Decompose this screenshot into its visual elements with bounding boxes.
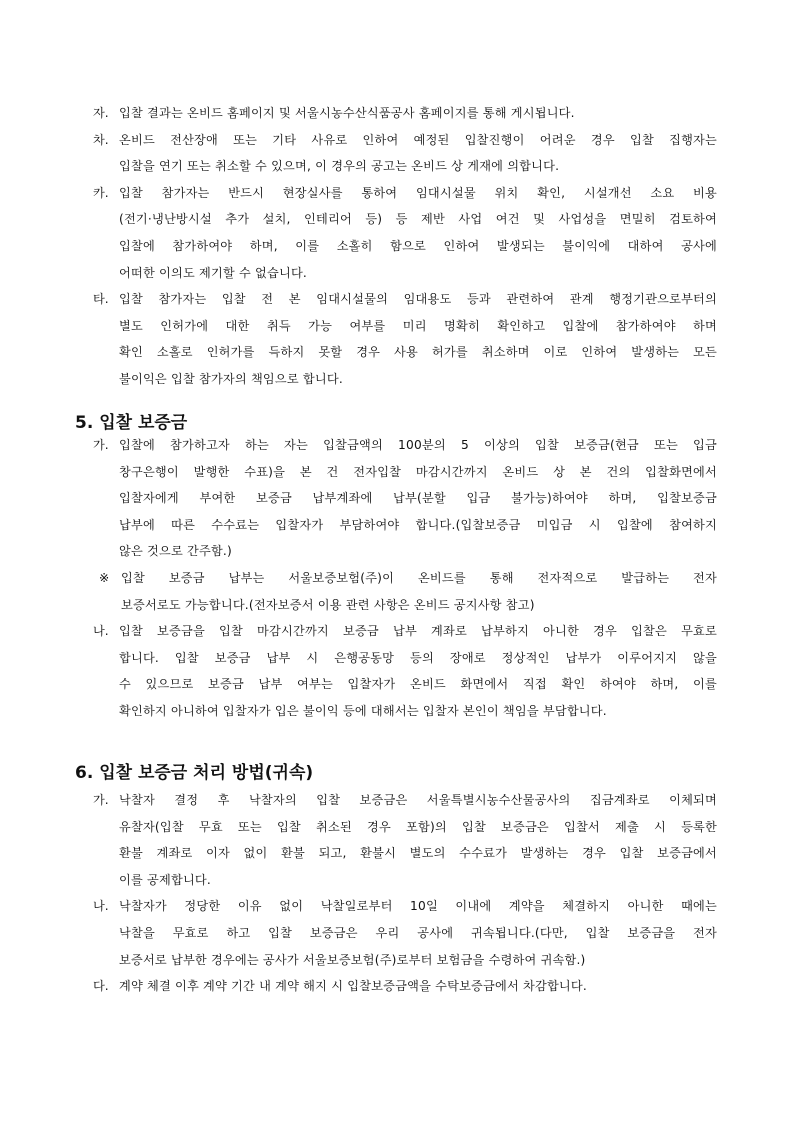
paragraph-line: 어떠한 이의도 제기할 수 없습니다.: [119, 265, 307, 280]
list-marker: 카.: [93, 185, 109, 200]
paragraph-line: 낙찰을 무효로 하고 입찰 보증금은 우리 공사에 귀속됩니다.(다만, 입찰 보증금을 전자: [119, 925, 717, 940]
paragraph-line: 유찰자(입찰 무효 또는 입찰 취소된 경우 포함)의 입찰 보증금은 입찰서 제출 시 등록한: [119, 819, 717, 834]
list-marker: 가.: [93, 438, 109, 452]
list-marker: ※: [99, 571, 110, 585]
section-heading: 6. 입찰 보증금 처리 방법(귀속): [75, 763, 314, 783]
list-marker: 타.: [93, 292, 109, 307]
paragraph-line: 낙찰자가 정당한 이유 없이 낙찰일로부터 10일 이내에 계약을 체결하지 아니한 때에는: [119, 899, 717, 914]
paragraph-line: 환불 계좌로 이자 없이 환불 되고, 환불시 별도의 수수료가 발생하는 경우 입찰 보증금에서: [119, 846, 717, 861]
paragraph-line: 합니다. 입찰 보증금 납부 시 은행공동망 등의 장애로 정상적인 납부가 이루어지지 않을: [119, 650, 717, 665]
list-marker: 차.: [93, 132, 109, 147]
paragraph-line: 입찰 보증금을 입찰 마감시간까지 보증금 납부 계좌로 납부하지 아니한 경우 입찰은 무효로: [119, 624, 717, 639]
paragraph-line: 입찰 보증금 납부는 서울보증보험(주)이 온비드를 통해 전자적으로 발급하는 전자: [121, 571, 717, 585]
paragraph-line: 입찰에 참가하여야 하며, 이를 소홀히 함으로 인하여 발생되는 불이익에 대하여 공사에: [119, 238, 717, 253]
paragraph-line: 확인 소홀로 인허가를 득하지 못할 경우 사용 허가를 취소하며 이로 인하여 발생하는 모든: [119, 345, 717, 360]
paragraph-line: 보증서로도 가능합니다.(전자보증서 이용 관련 사항은 온비드 공지사항 참고): [121, 597, 535, 612]
paragraph-line: 입찰 참가자는 반드시 현장실사를 통하여 임대시설물 위치 확인, 시설개선 소요 비용: [119, 185, 717, 200]
list-marker: 나.: [93, 624, 109, 639]
list-marker: 자.: [93, 106, 109, 120]
paragraph-line: 보증서로 납부한 경우에는 공사가 서울보증보험(주)로부터 보험금을 수령하여 귀속함.): [119, 952, 586, 967]
paragraph-line: 입찰을 연기 또는 취소할 수 있으며, 이 경우의 공고는 온비드 상 게재에 의합니다.: [119, 159, 560, 174]
paragraph-line: 온비드 전산장애 또는 기타 사유로 인하여 예정된 입찰진행이 어려운 경우 입찰 집행자는: [119, 132, 717, 147]
paragraph-line: 이를 공제합니다.: [119, 872, 211, 887]
list-marker: 가.: [93, 793, 109, 807]
paragraph-line: 납부에 따른 수수료는 입찰자가 부담하여야 합니다.(입찰보증금 미입금 시 입찰에 참여하지: [119, 517, 717, 532]
paragraph-line: 확인하지 아니하여 입찰자가 입은 불이익 등에 대해서는 입찰자 본인이 책임을 부담합니다.: [119, 703, 607, 718]
section-heading: 5. 입찰 보증금: [75, 413, 188, 433]
paragraph-line: 창구은행이 발행한 수표)을 본 건 전자입찰 마감시간까지 온비드 상 본 건의 입찰화면에서: [119, 464, 717, 479]
paragraph-line: (전기·냉난방시설 추가 설치, 인테리어 등) 등 제반 사업 여건 및 사업성을 면밀히 검토하여: [119, 212, 717, 227]
list-marker: 다.: [93, 979, 109, 994]
paragraph-line: 수 있으므로 보증금 납부 여부는 입찰자가 온비드 화면에서 직접 확인 하여야 하며, 이를: [119, 677, 717, 692]
paragraph-line: 별도 인허가에 대한 취득 가능 여부를 미리 명확히 확인하고 입찰에 참가하여야 하며: [119, 318, 717, 333]
paragraph-line: 입찰자에게 부여한 보증금 납부계좌에 납부(분할 입금 불가능)하여야 하며, 입찰보증금: [119, 491, 717, 506]
paragraph-line: 계약 체결 이후 계약 기간 내 계약 해지 시 입찰보증금액을 수탁보증금에서 차감합니다.: [119, 979, 587, 994]
paragraph-line: 입찰 결과는 온비드 홈페이지 및 서울시농수산식품공사 홈페이지를 통해 게시됩니다.: [119, 106, 575, 120]
paragraph-line: 낙찰자 결정 후 낙찰자의 입찰 보증금은 서울특별시농수산물공사의 집금계좌로 이체되며: [119, 793, 717, 807]
paragraph-line: 않은 것으로 간주함.): [119, 544, 232, 559]
list-marker: 나.: [93, 899, 109, 914]
paragraph-line: 입찰에 참가하고자 하는 자는 입찰금액의 100분의 5 이상의 입찰 보증금(현금 또는 입금: [119, 438, 717, 452]
paragraph-line: 불이익은 입찰 참가자의 책임으로 합니다.: [119, 371, 343, 386]
paragraph-line: 입찰 참가자는 입찰 전 본 임대시설물의 임대용도 등과 관련하여 관계 행정기관으로부터의: [119, 292, 717, 307]
